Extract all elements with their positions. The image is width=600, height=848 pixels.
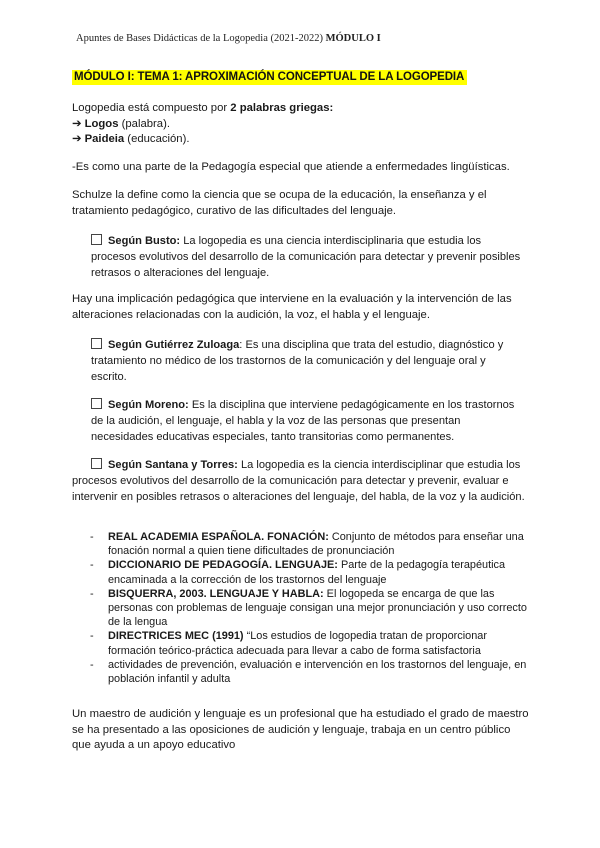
intro-paragraph	[72, 101, 532, 148]
list-item: ➔ Logos (palabra).	[72, 117, 170, 130]
intro-lead-bold: 2 palabras griegas:	[230, 102, 334, 114]
list-item: - REAL ACADEMIA ESPAÑOLA. FONACIÓN: Conjunto de métodos para enseñar una fonación normal a quien tiene dificultades de pronunciación	[90, 531, 524, 558]
definition-source: REAL ACADEMIA ESPAÑOLA. FONACIÓN:	[108, 531, 329, 543]
list-item: - BISQUERRA, 2003. LENGUAJE Y HABLA: El logopeda se encarga de que las personas con problemas de lenguaje consigan una mejor pronunciación y uso correcto de la lengua	[90, 587, 527, 629]
list-item: - DIRECTRICES MEC (1991) “Los estudios de logopedia tratan de proporcionar formación teórico-práctica adecuada para llevar a cabo de forma satisfactoria	[90, 630, 487, 657]
list-item: - DICCIONARIO DE PEDAGOGÍA. LENGUAJE: Parte de la pedagogía terapéutica encaminada a la corrección de los trastornos del lenguaje	[90, 559, 506, 586]
definition-source: BISQUERRA, 2003. LENGUAJE Y HABLA:	[108, 587, 324, 600]
gutierrez-author: Según Gutiérrez Zuloaga	[108, 339, 240, 351]
busto-author: Según Busto:	[108, 235, 181, 247]
gutierrez-definition: Según Gutiérrez Zuloaga: Es una disciplina que trata del estudio, diagnóstico y tratamiento no médico de los trastornos de la comunicación y del lenguaje oral y escrito.	[91, 339, 504, 383]
term-logos: Logos	[84, 117, 119, 130]
checkbox-icon	[91, 398, 102, 409]
moreno-author: Según Moreno:	[108, 399, 189, 411]
schulze-paragraph: Schulze la define como la ciencia que se ocupa de la educación, la enseñanza y el tratamiento pedagógico, curativo de las dificultades del lenguaje.	[72, 189, 487, 217]
header-module: MÓDULO I	[325, 33, 381, 44]
santana-definition: Según Santana y Torres: La logopedia es la ciencia interdisciplinar que estudia los procesos evolutivos del desarrollo de la comunicación para detectar y prevenir, evaluar e intervenir en posibles retrasos o alteraciones del lenguaje, del habla, de la voz y la audición.	[72, 459, 525, 503]
arrow-icon: ➔	[72, 117, 82, 130]
checkbox-icon	[91, 458, 102, 469]
definition-source: DICCIONARIO DE PEDAGOGÍA. LENGUAJE:	[108, 559, 338, 572]
definitions-list	[90, 530, 530, 686]
pedagogia-paragraph: -Es como una parte de la Pedagogía especial que atiende a enfermedades lingüísticas.	[72, 161, 510, 173]
page-title: MÓDULO I: TEMA 1: APROXIMACIÓN CONCEPTUAL DE LA LOGOPEDIA	[72, 70, 467, 85]
page-header	[76, 33, 381, 44]
checkbox-icon	[91, 234, 102, 245]
intro-lead: Logopedia está compuesto por	[72, 102, 231, 114]
maestro-paragraph: Un maestro de audición y lenguaje es un profesional que ha estudiado el grado de maestro se ha presentado a las oposiciones de audición y lenguaje, trabaja en un centro público que ayuda a un apoyo educativo	[72, 708, 529, 751]
moreno-definition: Según Moreno: Es la disciplina que interviene pedagógicamente en los trastornos de la audición, el lenguaje, el habla y la voz de las personas que presentan necesidades educativas especiales, tanto transitorias como permanentes.	[91, 399, 515, 443]
header-text: Apuntes de Bases Didácticas de la Logopedia (2021-2022)	[76, 33, 323, 44]
definition-source: DIRECTRICES MEC (1991)	[108, 630, 244, 643]
term-paideia: Paideia	[84, 133, 125, 145]
busto-definition: Según Busto: La logopedia es una ciencia interdisciplinaria que estudia los procesos evolutivos del desarrollo de la comunicación para detectar y prevenir posibles retrasos o alteraciones del lenguaje.	[91, 235, 521, 279]
santana-author: Según Santana y Torres:	[108, 459, 238, 471]
list-item: ➔ Paideia (educación).	[72, 133, 190, 145]
arrow-icon: ➔	[72, 133, 82, 145]
list-item: - actividades de prevención, evaluación e intervención en los trastornos del lenguaje, en población infantil y adulta	[90, 658, 527, 686]
implicacion-paragraph: Hay una implicación pedagógica que interviene en la evaluación y la intervención de las alteraciones relacionadas con la audición, la voz, el habla y el lenguaje.	[72, 293, 512, 321]
checkbox-icon	[91, 338, 102, 349]
